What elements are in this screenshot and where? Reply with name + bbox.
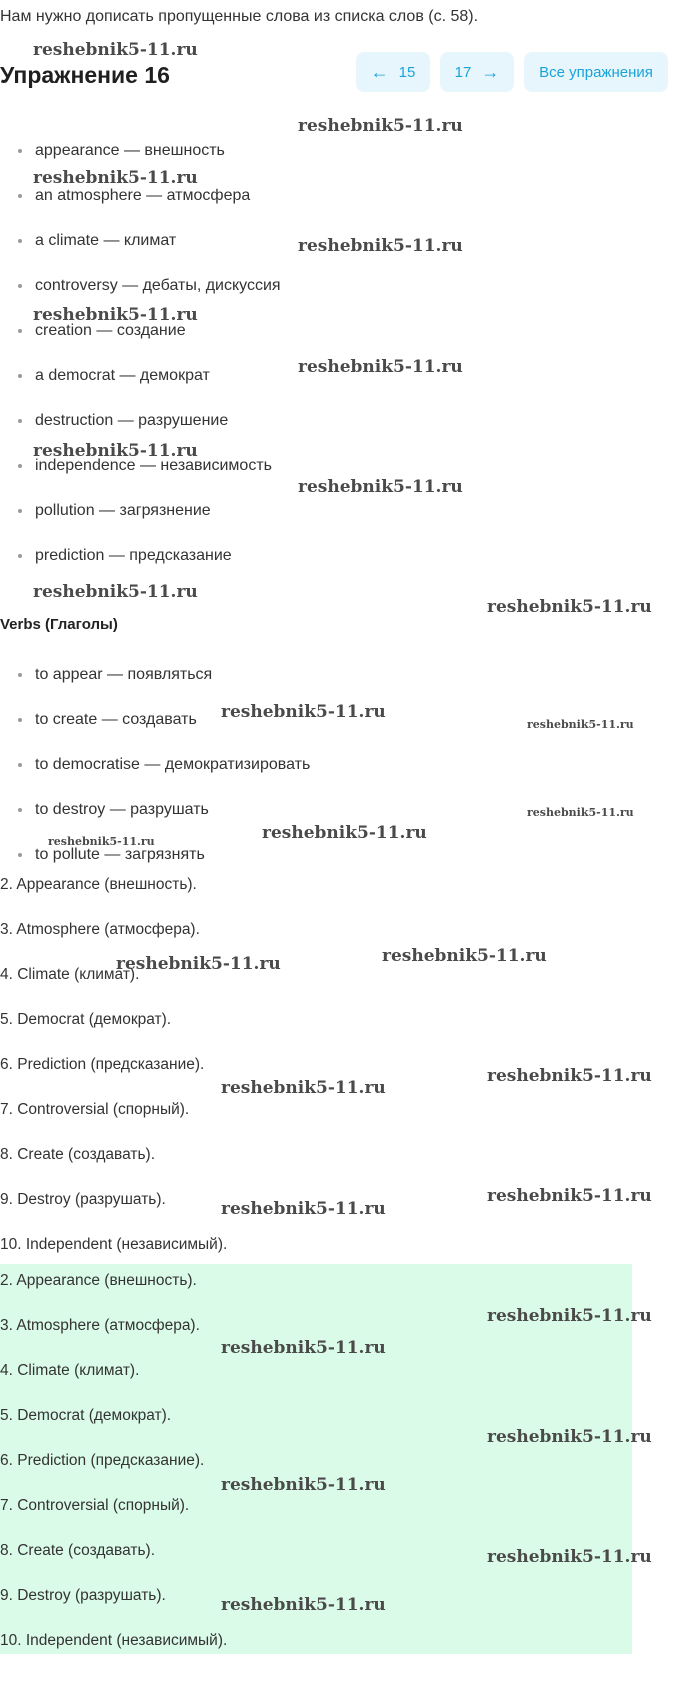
watermark: reshebnik5-11.ru (33, 305, 198, 325)
bullet-icon (18, 284, 22, 288)
verb-text: to appear — появляться (35, 666, 213, 683)
watermark: reshebnik5-11.ru (298, 116, 463, 136)
list-item (18, 846, 205, 864)
list-item (18, 711, 197, 729)
answer-line: 2. Appearance (внешность). (0, 876, 197, 893)
bullet-icon (18, 718, 22, 722)
answer-line: 7. Controversial (спорный). (0, 1101, 190, 1118)
bullet-icon (18, 808, 22, 812)
watermark: reshebnik5-11.ru (221, 1595, 386, 1615)
noun-text: controversy — дебаты, дискуссия (35, 277, 281, 294)
list-item (18, 232, 176, 250)
answer-line: 5. Democrat (демократ). (0, 1011, 172, 1028)
noun-text: an atmosphere — атмосфера (35, 187, 251, 204)
watermark: reshebnik5-11.ru (48, 835, 155, 848)
watermark: reshebnik5-11.ru (116, 954, 281, 974)
answer-line: 10. Independent (независимый). (0, 1632, 228, 1649)
noun-text: pollution — загрязнение (35, 502, 211, 519)
answer-line: 6. Prediction (предсказание). (0, 1452, 205, 1469)
prev-exercise-button[interactable] (356, 52, 430, 92)
list-item (18, 187, 250, 205)
answer-line: 8. Create (создавать). (0, 1542, 156, 1559)
watermark: reshebnik5-11.ru (221, 702, 386, 722)
answer-line: 2. Appearance (внешность). (0, 1272, 197, 1289)
list-item (18, 367, 210, 385)
answer-line: 10. Independent (независимый). (0, 1236, 228, 1253)
verbs-heading: Verbs (Глаголы) (0, 616, 118, 633)
bullet-icon (18, 554, 22, 558)
answer-line: 5. Democrat (демократ). (0, 1407, 172, 1424)
noun-text: prediction — предсказание (35, 547, 232, 564)
watermark: reshebnik5-11.ru (33, 40, 198, 60)
bullet-icon (18, 673, 22, 677)
arrow-right-icon: → (481, 61, 500, 82)
prev-exercise-label: 15 (398, 63, 416, 81)
bullet-icon (18, 763, 22, 767)
list-item (18, 502, 211, 520)
watermark: reshebnik5-11.ru (221, 1338, 386, 1358)
watermark: reshebnik5-11.ru (487, 1186, 652, 1206)
answer-line: 3. Atmosphere (атмосфера). (0, 1317, 200, 1334)
watermark: reshebnik5-11.ru (33, 168, 198, 188)
answer-line: 9. Destroy (разрушать). (0, 1191, 166, 1208)
answer-line: 8. Create (создавать). (0, 1146, 156, 1163)
list-item (18, 547, 232, 565)
noun-text: independence — независимость (35, 457, 272, 474)
watermark: reshebnik5-11.ru (487, 597, 652, 617)
list-item (18, 801, 209, 819)
bullet-icon (18, 419, 22, 423)
verb-text: to destroy — разрушать (35, 801, 209, 818)
answer-line: 4. Climate (климат). (0, 1362, 140, 1379)
intro-text: Нам нужно дописать пропущенные слова из списка слов (с. 58). (0, 8, 479, 25)
verb-text: to pollute — загрязнять (35, 846, 205, 863)
watermark: reshebnik5-11.ru (221, 1078, 386, 1098)
watermark: reshebnik5-11.ru (527, 718, 634, 731)
watermark: reshebnik5-11.ru (527, 806, 634, 819)
answer-line: 7. Controversial (спорный). (0, 1497, 190, 1514)
noun-text: appearance — внешность (35, 142, 225, 159)
list-item (18, 142, 225, 160)
watermark: reshebnik5-11.ru (382, 946, 547, 966)
noun-text: destruction — разрушение (35, 412, 229, 429)
noun-text: a democrat — демократ (35, 367, 210, 384)
watermark: reshebnik5-11.ru (221, 1475, 386, 1495)
bullet-icon (18, 149, 22, 153)
verb-text: to create — создавать (35, 711, 197, 728)
noun-text: creation — создание (35, 322, 186, 339)
arrow-left-icon: ← (370, 61, 389, 82)
watermark: reshebnik5-11.ru (298, 236, 463, 256)
watermark: reshebnik5-11.ru (33, 582, 198, 602)
watermark: reshebnik5-11.ru (221, 1199, 386, 1219)
list-item (18, 666, 212, 684)
list-item (18, 412, 228, 430)
all-exercises-button[interactable] (524, 52, 668, 92)
watermark: reshebnik5-11.ru (262, 823, 427, 843)
bullet-icon (18, 509, 22, 513)
noun-text: a climate — климат (35, 232, 177, 249)
bullet-icon (18, 329, 22, 333)
answer-line: 9. Destroy (разрушать). (0, 1587, 166, 1604)
watermark: reshebnik5-11.ru (487, 1066, 652, 1086)
list-item (18, 277, 281, 295)
answer-line: 3. Atmosphere (атмосфера). (0, 921, 200, 938)
watermark: reshebnik5-11.ru (298, 477, 463, 497)
bullet-icon (18, 853, 22, 857)
watermark: reshebnik5-11.ru (298, 357, 463, 377)
bullet-icon (18, 374, 22, 378)
watermark: reshebnik5-11.ru (33, 441, 198, 461)
bullet-icon (18, 239, 22, 243)
answer-line: 6. Prediction (предсказание). (0, 1056, 205, 1073)
page-title: Упражнение 16 (0, 62, 170, 88)
next-exercise-button[interactable] (440, 52, 514, 92)
answer-line: 4. Climate (климат). (0, 966, 140, 983)
watermark: reshebnik5-11.ru (487, 1306, 652, 1326)
next-exercise-label: 17 (454, 63, 472, 81)
watermark: reshebnik5-11.ru (487, 1547, 652, 1567)
watermark: reshebnik5-11.ru (487, 1427, 652, 1447)
bullet-icon (18, 194, 22, 198)
bullet-icon (18, 464, 22, 468)
list-item (18, 756, 310, 774)
all-exercises-label: Все упражнения (539, 63, 653, 81)
verb-text: to democratise — демократизировать (35, 756, 311, 773)
